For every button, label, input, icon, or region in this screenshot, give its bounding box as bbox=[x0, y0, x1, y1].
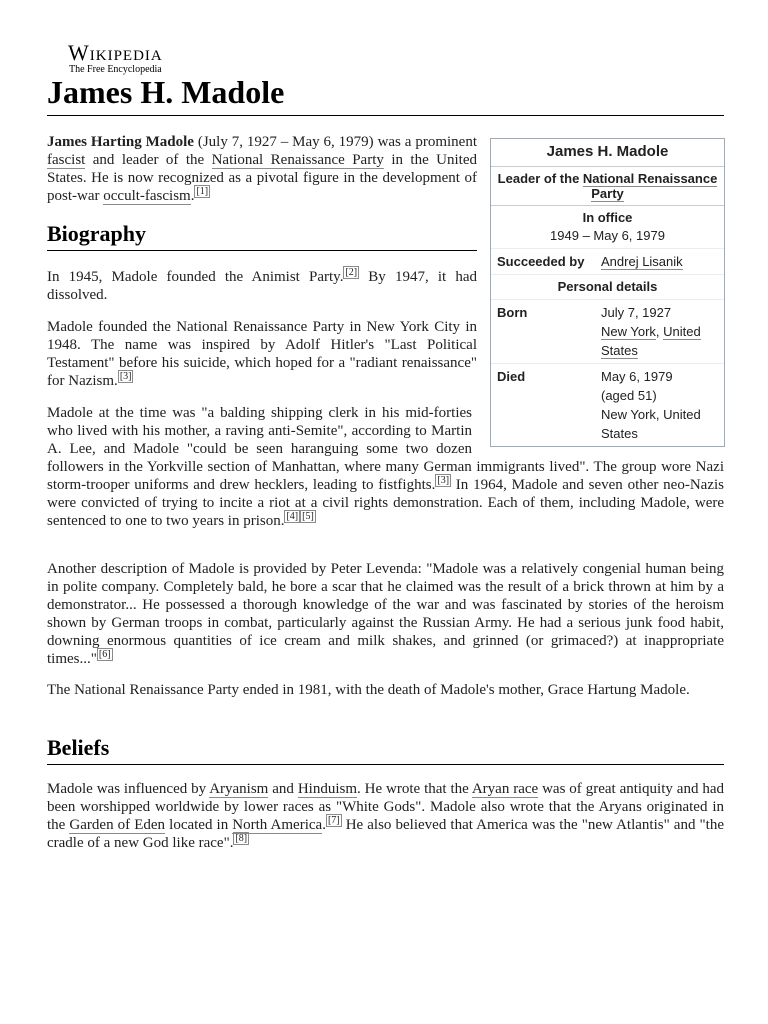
text: In 1964, Madole and seven other neo-Nazis were convicted of trying to incite a riot at a civil rights demonstration. Each of them, including Madole, were sentenced to one to two years in prison. bbox=[47, 477, 724, 529]
citation-3[interactable]: [3] bbox=[119, 371, 132, 382]
wikipedia-wordmark[interactable] bbox=[68, 42, 163, 76]
personal-details-header: Personal details bbox=[491, 274, 724, 299]
page-title: James H. Madole bbox=[47, 74, 285, 110]
text: . bbox=[190, 188, 195, 204]
text: . bbox=[322, 817, 326, 833]
subject-name: James Harting Madole bbox=[47, 134, 194, 150]
beliefs-divider bbox=[47, 764, 724, 765]
link-andrej-lisanik[interactable]: Andrej Lisanik bbox=[601, 254, 683, 269]
text: In 1945, Madole founded the Animist Party. bbox=[47, 269, 344, 285]
text: and bbox=[268, 781, 298, 797]
infobox-subtitle-text: Leader of the bbox=[497, 171, 583, 186]
text: located in bbox=[165, 817, 233, 833]
text: in the United States. He is now recognized as a pivotal figure in the development of post-war bbox=[47, 152, 477, 204]
succeeded-label: Succeeded by bbox=[497, 254, 585, 269]
link-north-america[interactable]: North America bbox=[232, 817, 323, 833]
link-aryanism[interactable]: Aryanism bbox=[209, 781, 269, 797]
link-fascist[interactable]: fascist bbox=[47, 152, 86, 168]
section-heading-biography: Biography bbox=[47, 221, 147, 246]
text: . He wrote that the bbox=[357, 781, 472, 797]
citation-5[interactable]: [5] bbox=[302, 511, 314, 522]
infobox-row-succeeded bbox=[491, 248, 724, 274]
infobox-float-spacer bbox=[472, 404, 724, 456]
died-age: (aged 51) bbox=[601, 388, 657, 403]
link-occult-fascism[interactable]: occult-fascism bbox=[103, 188, 191, 204]
office-label: In office bbox=[582, 210, 633, 225]
link-aryan-race[interactable]: Aryan race bbox=[471, 781, 539, 797]
text: Madole was influenced by bbox=[47, 781, 210, 797]
born-label: Born bbox=[497, 305, 528, 320]
section-heading-beliefs: Beliefs bbox=[47, 735, 110, 760]
infobox-office bbox=[491, 206, 724, 248]
infobox bbox=[490, 138, 725, 447]
infobox-subtitle bbox=[491, 167, 724, 206]
text: The National Renaissance Party ended in 1981, with the death of Madole's mother, Grace Hartung Madole. bbox=[47, 682, 690, 698]
wordmark-name: Wikipedia bbox=[68, 40, 163, 65]
citation-7[interactable]: [7] bbox=[327, 815, 340, 826]
born-place-comma: , bbox=[655, 324, 664, 339]
died-label: Died bbox=[497, 369, 526, 384]
link-national-renaissance-party[interactable]: National Renaissance Party bbox=[211, 152, 384, 168]
bio-paragraph-2 bbox=[47, 318, 477, 390]
died-date: May 6, 1979 bbox=[601, 369, 673, 384]
text: He also believed that America was the "new Atlantis" and "the cradle of a new God like race". bbox=[47, 817, 724, 851]
text: (July 7, 1927 – May 6, 1979) was a prominent bbox=[193, 134, 477, 150]
link-united-states[interactable]: United States bbox=[601, 324, 701, 358]
bio-paragraph-1 bbox=[47, 268, 477, 304]
text: and leader of the bbox=[85, 152, 212, 168]
citation-6[interactable]: [6] bbox=[98, 649, 111, 660]
born-date: July 7, 1927 bbox=[601, 305, 672, 320]
link-national-renaissance-party-infobox[interactable]: National Renaissance Party bbox=[582, 171, 718, 201]
intro-paragraph bbox=[47, 133, 477, 205]
infobox-row-born bbox=[491, 299, 724, 363]
title-divider bbox=[47, 115, 724, 116]
text: Another description of Madole is provided by Peter Levenda: "Madole was a relatively congenial human being in polite company. Completely bald, he bore a scar that he claimed was the result of a brick thrown at him by a demonstrator... He possessed a thorough knowledge of the war and was fascinated by stories of the heroism shown by German troops in combat, particularly against the Russian Army. He had a serious junk food habit, downing enormous quantities of ice cream and milk shakes, and grinned (or grimaced?) at inappropriate times..." bbox=[47, 561, 724, 667]
citation-4[interactable]: [4] bbox=[286, 511, 299, 522]
citation-3b[interactable]: [3] bbox=[437, 475, 450, 486]
link-new-york[interactable]: New York bbox=[601, 324, 656, 339]
text: Madole founded the National Renaissance Party in New York City in 1948. The name was inspired by Adolf Hitler's "Last Political Testament" before his suicide, which hoped for a "radiant renaissance" for Nazism. bbox=[47, 319, 477, 389]
infobox-title: James H. Madole bbox=[491, 139, 724, 167]
text: was of great antiquity and had been worshipped worldwide by lower races as "White Gods". Madole also wrote that the Aryans originated in the bbox=[47, 781, 724, 833]
beliefs-paragraph bbox=[47, 780, 724, 852]
biography-divider bbox=[47, 250, 477, 251]
citation-2[interactable]: [2] bbox=[345, 267, 358, 278]
link-garden-of-eden[interactable]: Garden of Eden bbox=[69, 817, 166, 833]
link-hinduism[interactable]: Hinduism bbox=[297, 781, 357, 797]
office-term: 1949 – May 6, 1979 bbox=[550, 228, 665, 243]
text: Madole at the time was "a balding shipping clerk in his mid-forties who lived with his mother, a raving anti-Semite", according to Martin A. Lee, and Madole "could be seen haranguing some two dozen followers in the Yorkville section of Manhattan, where many German immigrants lived". The group wore Nazi storm-trooper uniforms and drew hecklers, leading to fistfights. bbox=[47, 405, 724, 493]
bio-paragraph-4 bbox=[47, 560, 724, 668]
citation-8[interactable]: [8] bbox=[235, 833, 248, 844]
text: By 1947, it had dissolved. bbox=[47, 269, 478, 303]
bio-paragraph-3 bbox=[47, 404, 724, 530]
citation-1[interactable]: [1] bbox=[196, 186, 209, 197]
died-place: New York, United States bbox=[601, 407, 701, 441]
bio-paragraph-5 bbox=[47, 681, 724, 699]
wordmark-tagline: The Free Encyclopedia bbox=[69, 64, 162, 75]
